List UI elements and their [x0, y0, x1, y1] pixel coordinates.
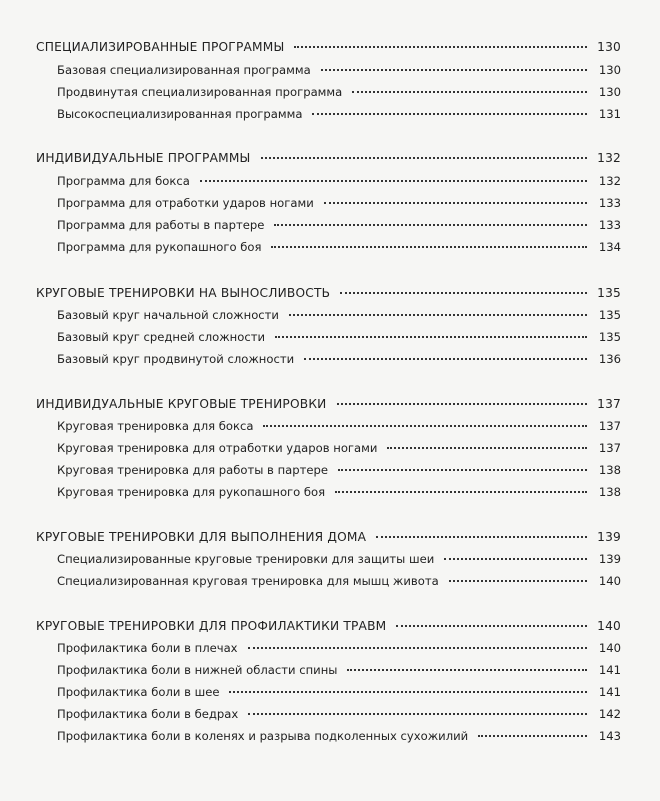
- toc-page-number: 139: [598, 552, 621, 566]
- dot-leader: [271, 246, 587, 248]
- toc-item[interactable]: [57, 571, 621, 591]
- dot-leader: [340, 292, 587, 294]
- dot-leader: [304, 358, 587, 360]
- toc-item[interactable]: [57, 349, 621, 369]
- toc-item-label: Профилактика боли в плечах: [57, 641, 238, 655]
- dot-leader: [352, 91, 587, 93]
- toc-item[interactable]: [57, 416, 621, 436]
- toc-page-number: 140: [598, 574, 621, 588]
- dot-leader: [324, 202, 587, 204]
- dot-leader: [444, 558, 587, 560]
- dot-leader: [337, 403, 588, 405]
- dot-leader: [294, 46, 587, 48]
- toc-item-label: Круговая тренировка для отработки ударов ногами: [57, 441, 378, 455]
- toc-item[interactable]: [57, 305, 621, 325]
- toc-item-label: Специализированные круговые тренировки для защиты шеи: [57, 552, 435, 566]
- dot-leader: [321, 69, 587, 71]
- toc-item-label: Высокоспециализированная программа: [57, 107, 303, 121]
- toc-item[interactable]: [57, 726, 621, 746]
- toc-item-label: Программа для рукопашного боя: [57, 240, 262, 254]
- toc-page-number: 138: [598, 463, 621, 477]
- toc-page-number: 133: [598, 218, 621, 232]
- dot-leader: [387, 447, 587, 449]
- toc-heading-label: ИНДИВИДУАЛЬНЫЕ КРУГОВЫЕ ТРЕНИРОВКИ: [36, 397, 327, 411]
- dot-leader: [263, 425, 587, 427]
- toc-item-label: Профилактика боли в коленях и разрыва подколенных сухожилий: [57, 729, 469, 743]
- toc-heading-label: КРУГОВЫЕ ТРЕНИРОВКИ ДЛЯ ПРОФИЛАКТИКИ ТРАВМ: [36, 619, 387, 633]
- toc-heading-individual-programs[interactable]: [36, 148, 621, 168]
- toc-page-number: 135: [597, 286, 621, 300]
- toc-item-label: Программа для отработки ударов ногами: [57, 196, 314, 210]
- toc-item-label: Специализированная круговая тренировка для мышц живота: [57, 574, 439, 588]
- toc-item-label: Круговая тренировка для бокса: [57, 419, 254, 433]
- toc-heading-endurance-circuits[interactable]: [36, 283, 621, 303]
- toc-page-number: 141: [598, 663, 621, 677]
- dot-leader: [312, 113, 587, 115]
- toc-heading-individual-circuits[interactable]: [36, 394, 621, 414]
- toc-page-number: 137: [598, 441, 621, 455]
- dot-leader: [274, 224, 587, 226]
- toc-item[interactable]: [57, 638, 621, 658]
- toc-item[interactable]: [57, 215, 621, 235]
- toc-item[interactable]: [57, 438, 621, 458]
- toc-heading-label: ИНДИВИДУАЛЬНЫЕ ПРОГРАММЫ: [36, 151, 251, 165]
- toc-page-number: 140: [598, 641, 621, 655]
- toc-item[interactable]: [57, 460, 621, 480]
- dot-leader: [229, 691, 587, 693]
- toc-page-number: 135: [598, 308, 621, 322]
- toc-page-number: 136: [598, 352, 621, 366]
- toc-page-number: 132: [597, 151, 621, 165]
- dot-leader: [396, 625, 587, 627]
- toc-item-label: Продвинутая специализированная программа: [57, 85, 343, 99]
- toc-page-number: 133: [598, 196, 621, 210]
- toc-heading-specialized-programs[interactable]: [36, 37, 621, 57]
- toc-page-number: 132: [598, 174, 621, 188]
- dot-leader: [449, 580, 587, 582]
- toc-heading-label: КРУГОВЫЕ ТРЕНИРОВКИ НА ВЫНОСЛИВОСТЬ: [36, 286, 331, 300]
- toc-item[interactable]: [57, 60, 621, 80]
- dot-leader: [335, 491, 587, 493]
- toc-item[interactable]: [57, 549, 621, 569]
- toc-page-number: 139: [597, 530, 621, 544]
- toc-heading-home-circuits[interactable]: [36, 527, 621, 547]
- toc-item-label: Базовая специализированная программа: [57, 63, 311, 77]
- dot-leader: [478, 735, 587, 737]
- toc-item[interactable]: [57, 82, 621, 102]
- dot-leader: [248, 713, 587, 715]
- toc-item[interactable]: [57, 660, 621, 680]
- dot-leader: [261, 157, 587, 159]
- dot-leader: [376, 536, 587, 538]
- dot-leader: [347, 669, 587, 671]
- dot-leader: [289, 314, 587, 316]
- toc-item-label: Базовый круг продвинутой сложности: [57, 352, 295, 366]
- toc-page-number: 138: [598, 485, 621, 499]
- toc-item-label: Программа для работы в партере: [57, 218, 265, 232]
- toc-page-number: 143: [598, 729, 621, 743]
- toc-item[interactable]: [57, 104, 621, 124]
- toc-item-label: Профилактика боли в бедрах: [57, 707, 239, 721]
- dot-leader: [338, 469, 587, 471]
- toc-item[interactable]: [57, 704, 621, 724]
- toc-item[interactable]: [57, 482, 621, 502]
- toc-item-label: Профилактика боли в шее: [57, 685, 220, 699]
- toc-item-label: Базовый круг средней сложности: [57, 330, 265, 344]
- toc-item[interactable]: [57, 682, 621, 702]
- toc-heading-label: СПЕЦИАЛИЗИРОВАННЫЕ ПРОГРАММЫ: [36, 40, 285, 54]
- toc-item[interactable]: [57, 327, 621, 347]
- toc-page-number: 130: [598, 63, 621, 77]
- toc-heading-label: КРУГОВЫЕ ТРЕНИРОВКИ ДЛЯ ВЫПОЛНЕНИЯ ДОМА: [36, 530, 367, 544]
- toc-page-number: 137: [597, 397, 621, 411]
- dot-leader: [275, 336, 587, 338]
- toc-item-label: Круговая тренировка для рукопашного боя: [57, 485, 326, 499]
- toc-page-number: 130: [598, 85, 621, 99]
- toc-item-label: Базовый круг начальной сложности: [57, 308, 279, 322]
- toc-item[interactable]: [57, 171, 621, 191]
- toc-page-number: 130: [597, 40, 621, 54]
- toc-page-number: 141: [598, 685, 621, 699]
- toc-item[interactable]: [57, 193, 621, 213]
- toc-page-number: 135: [598, 330, 621, 344]
- dot-leader: [248, 647, 587, 649]
- toc-item-label: Программа для бокса: [57, 174, 190, 188]
- toc-page-number: 142: [598, 707, 621, 721]
- toc-item[interactable]: [57, 237, 621, 257]
- toc-page-number: 134: [598, 240, 621, 254]
- toc-item-label: Профилактика боли в нижней области спины: [57, 663, 338, 677]
- dot-leader: [200, 180, 587, 182]
- toc-page-number: 131: [598, 107, 621, 121]
- toc-page-number: 137: [598, 419, 621, 433]
- toc-page-number: 140: [597, 619, 621, 633]
- toc-item-label: Круговая тренировка для работы в партере: [57, 463, 328, 477]
- toc-heading-injury-prevention-circuits[interactable]: [36, 616, 621, 636]
